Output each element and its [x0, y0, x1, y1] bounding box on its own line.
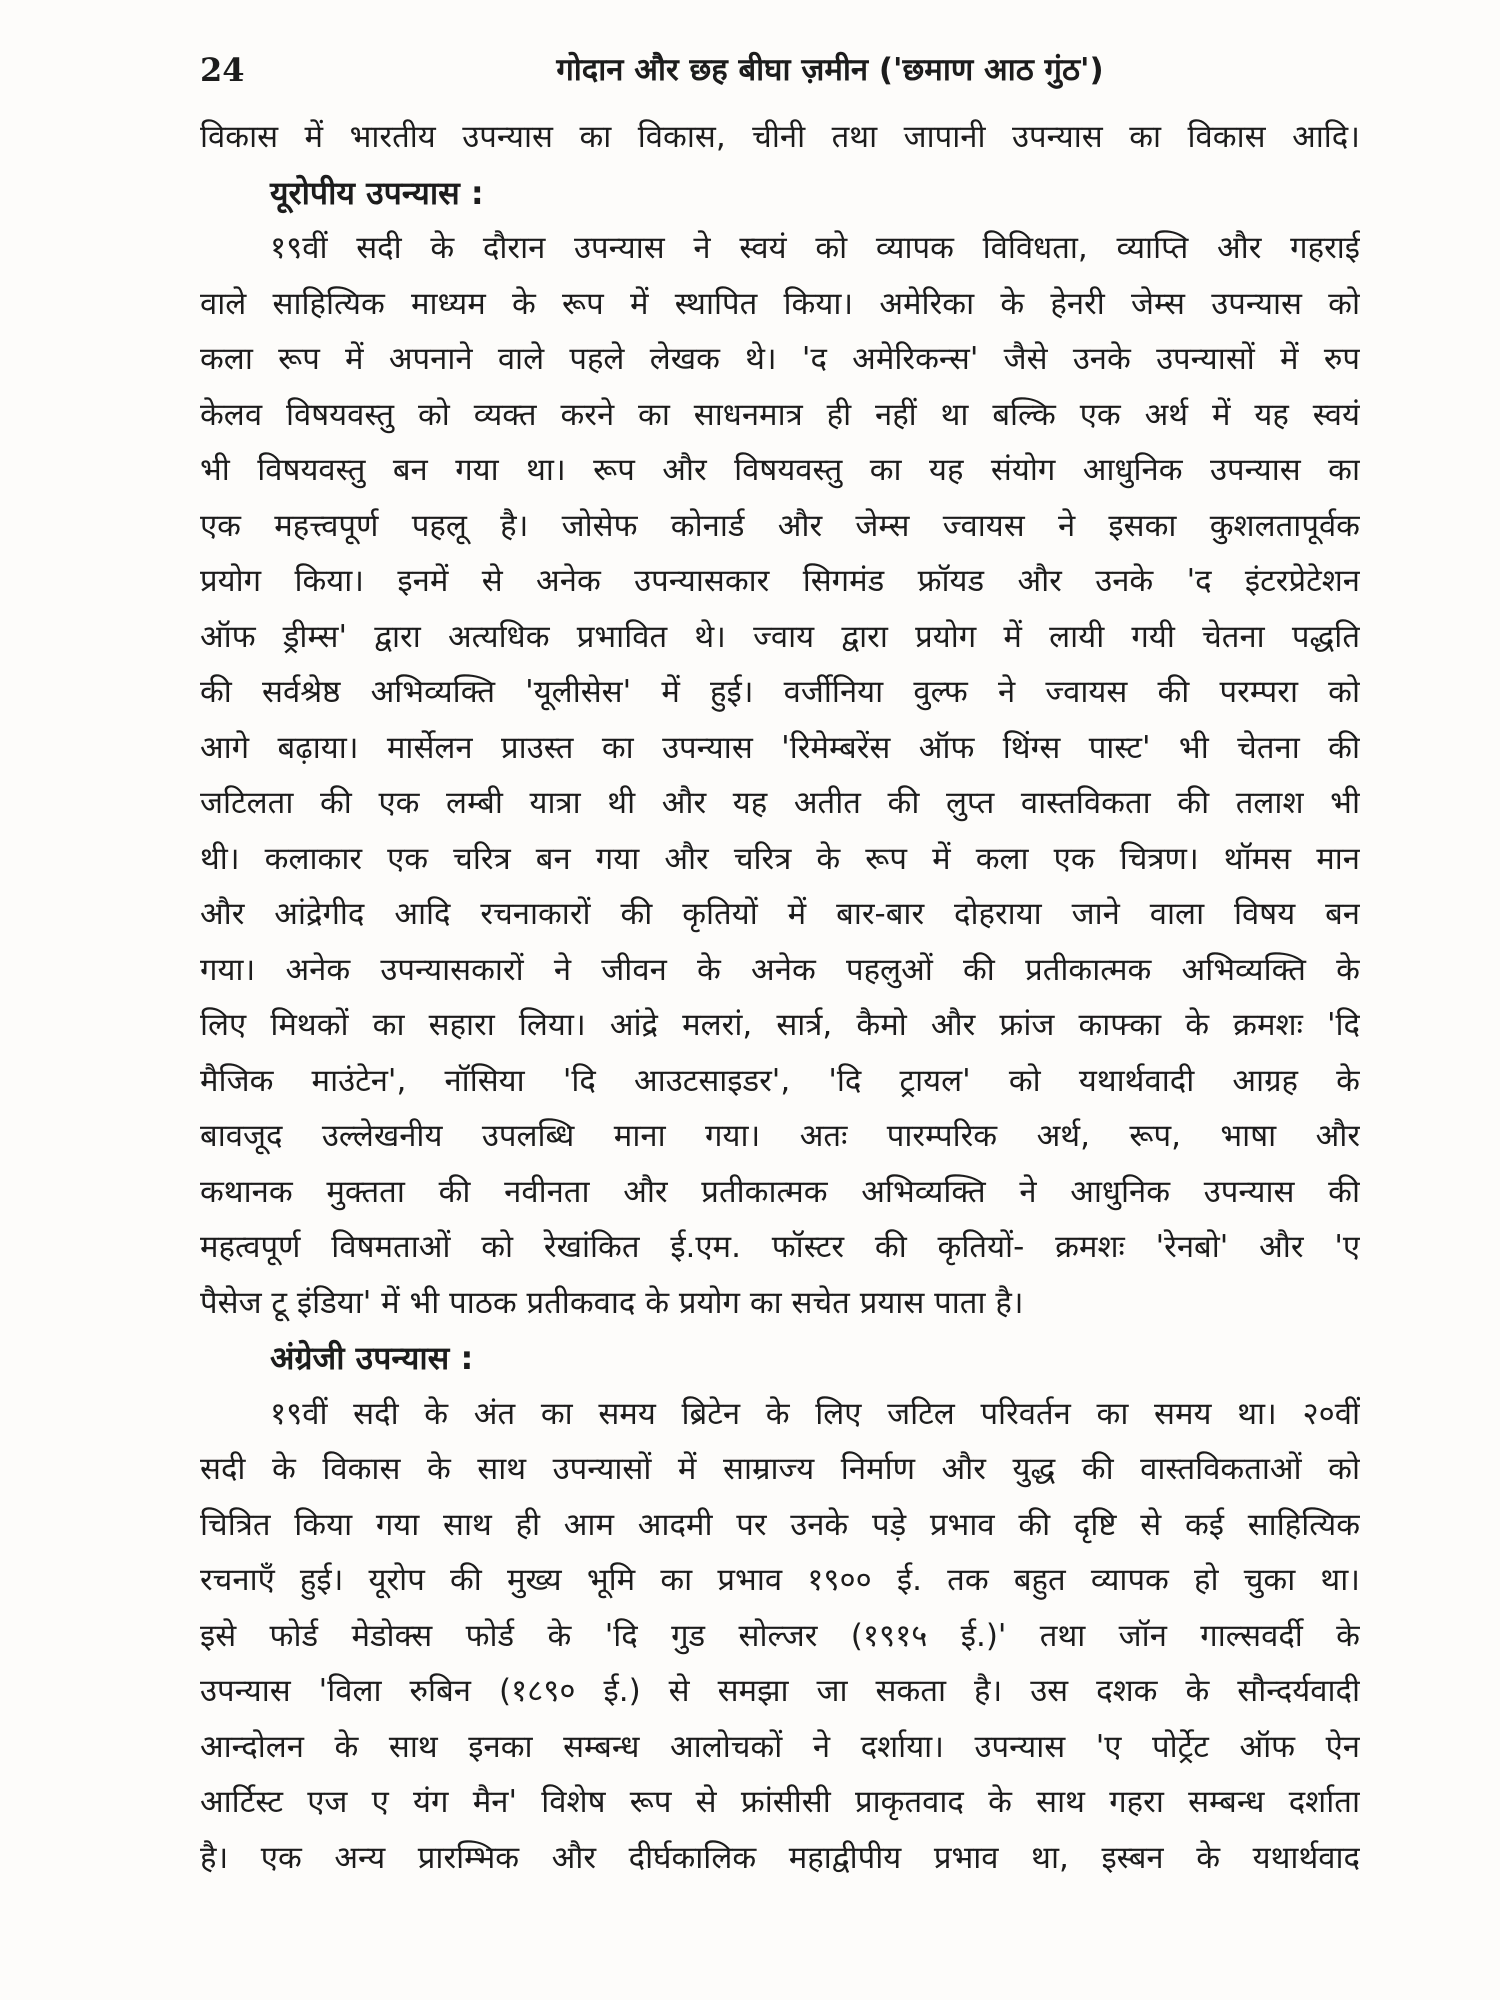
text-line: विकास में भारतीय उपन्यास का विकास, चीनी तथा जापानी उपन्यास का विकास आदि।	[200, 119, 1360, 155]
text-line: आगे बढ़ाया। मार्सेलन प्राउस्त का उपन्यास 'रिमेम्बरेंस ऑफ थिंग्स पास्ट' भी चेतना की	[200, 729, 1360, 766]
text-line: कथानक मुक्तता की नवीनता और प्रतीकात्मक अभिव्यक्ति ने आधुनिक उपन्यास की	[200, 1173, 1360, 1210]
text-line: आर्टिस्ट एज ए यंग मैन' विशेष रूप से फ्रांसीसी प्राकृतवाद के साथ गहरा सम्बन्ध दर्शाता	[200, 1784, 1360, 1820]
text-line: केलव विषयवस्तु को व्यक्त करने का साधनमात्र ही नहीं था बल्कि एक अर्थ में यह स्वयं	[200, 396, 1360, 433]
text-line: बावजूद उल्लेखनीय उपलब्धि माना गया। अतः पारम्परिक अर्थ, रूप, भाषा और	[200, 1118, 1360, 1154]
text-line: इसे फोर्ड मेडोक्स फोर्ड के 'दि गुड सोल्जर (१९१५ ई.)' तथा जॉन गाल्सवर्दी के	[200, 1617, 1360, 1654]
text-line: और आंद्रेगीद आदि रचनाकारों की कृतियों में बार-बार दोहराया जाने वाला विषय बन	[200, 896, 1360, 932]
body-text	[200, 110, 1360, 1886]
text-line: एक महत्त्वपूर्ण पहलू है। जोसेफ कोनार्ड और जेम्स ज्वायस ने इसका कुशलतापूर्वक	[200, 507, 1360, 544]
text-line: महत्वपूर्ण विषमताओं को रेखांकित ई.एम. फॉस्टर की कृतियों- क्रमशः 'रेनबो' और 'ए	[200, 1229, 1360, 1265]
text-line: की सर्वश्रेष्ठ अभिव्यक्ति 'यूलीसेस' में हुई। वर्जीनिया वुल्फ ने ज्वायस की परम्परा को	[200, 674, 1360, 710]
running-header	[200, 40, 1360, 100]
section-heading-english-novel: अंग्रेजी उपन्यास :	[270, 1339, 474, 1377]
text-line: जटिलता की एक लम्बी यात्रा थी और यह अतीत की लुप्त वास्तविकता की तलाश भी	[200, 785, 1360, 821]
text-line: कला रूप में अपनाने वाले पहले लेखक थे। 'द अमेरिकन्स' जैसे उनके उपन्यासों में रुप	[200, 341, 1360, 377]
text-line: १९वीं सदी के अंत का समय ब्रिटेन के लिए जटिल परिवर्तन का समय था। २०वीं	[270, 1395, 1360, 1432]
text-line: लिए मिथकों का सहारा लिया। आंद्रे मलरां, सार्त्र, कैमो और फ्रांज काफ्का के क्रमशः 'दि	[200, 1007, 1360, 1043]
text-line: गया। अनेक उपन्यासकारों ने जीवन के अनेक पहलुओं की प्रतीकात्मक अभिव्यक्ति के	[200, 951, 1360, 988]
text-line: १९वीं सदी के दौरान उपन्यास ने स्वयं को व्यापक विविधता, व्याप्ति और गहराई	[270, 230, 1360, 266]
text-line: पैसेज टू इंडिया' में भी पाठक प्रतीकवाद के प्रयोग का सचेत प्रयास पाता है।	[200, 1284, 1024, 1321]
section-heading-european-novel: यूरोपीय उपन्यास :	[270, 173, 484, 212]
text-line: वाले साहित्यिक माध्यम के रूप में स्थापित किया। अमेरिका के हेनरी जेम्स उपन्यास को	[200, 285, 1360, 322]
text-line: रचनाएँ हुई। यूरोप की मुख्य भूमि का प्रभाव १९०० ई. तक बहुत व्यापक हो चुका था।	[200, 1562, 1360, 1598]
text-line: भी विषयवस्तु बन गया था। रूप और विषयवस्तु का यह संयोग आधुनिक उपन्यास का	[200, 452, 1360, 488]
text-line: चित्रित किया गया साथ ही आम आदमी पर उनके पड़े प्रभाव की दृष्टि से कई साहित्यिक	[200, 1506, 1360, 1543]
text-line: मैजिक माउंटेन', नॉसिया 'दि आउटसाइडर', 'दि ट्रायल' को यथार्थवादी आग्रह के	[200, 1062, 1360, 1099]
text-line: आन्दोलन के साथ इनका सम्बन्ध आलोचकों ने दर्शाया। उपन्यास 'ए पोर्ट्रेट ऑफ ऐन	[200, 1728, 1360, 1765]
text-line: उपन्यास 'विला रुबिन (१८९० ई.) से समझा जा सकता है। उस दशक के सौन्दर्यवादी	[200, 1673, 1360, 1709]
book-title: गोदान और छह बीघा ज़मीन ('छमाण आठ गुंठ')	[556, 52, 1104, 88]
text-line: थी। कलाकार एक चरित्र बन गया और चरित्र के रूप में कला एक चित्रण। थॉमस मान	[200, 840, 1360, 877]
text-line: प्रयोग किया। इनमें से अनेक उपन्यासकार सिगमंड फ्रॉयड और उनके 'द इंटरप्रेटेशन	[200, 563, 1360, 599]
text-line: सदी के विकास के साथ उपन्यासों में साम्राज्य निर्माण और युद्ध की वास्तविकताओं को	[200, 1451, 1360, 1487]
text-line: है। एक अन्य प्रारम्भिक और दीर्घकालिक महाद्वीपीय प्रभाव था, इस्बन के यथार्थवाद	[200, 1839, 1360, 1876]
text-line: ऑफ ड्रीम्स' द्वारा अत्यधिक प्रभावित थे। ज्वाय द्वारा प्रयोग में लायी गयी चेतना पद्धति	[200, 618, 1360, 655]
page-number: 24	[200, 51, 245, 89]
